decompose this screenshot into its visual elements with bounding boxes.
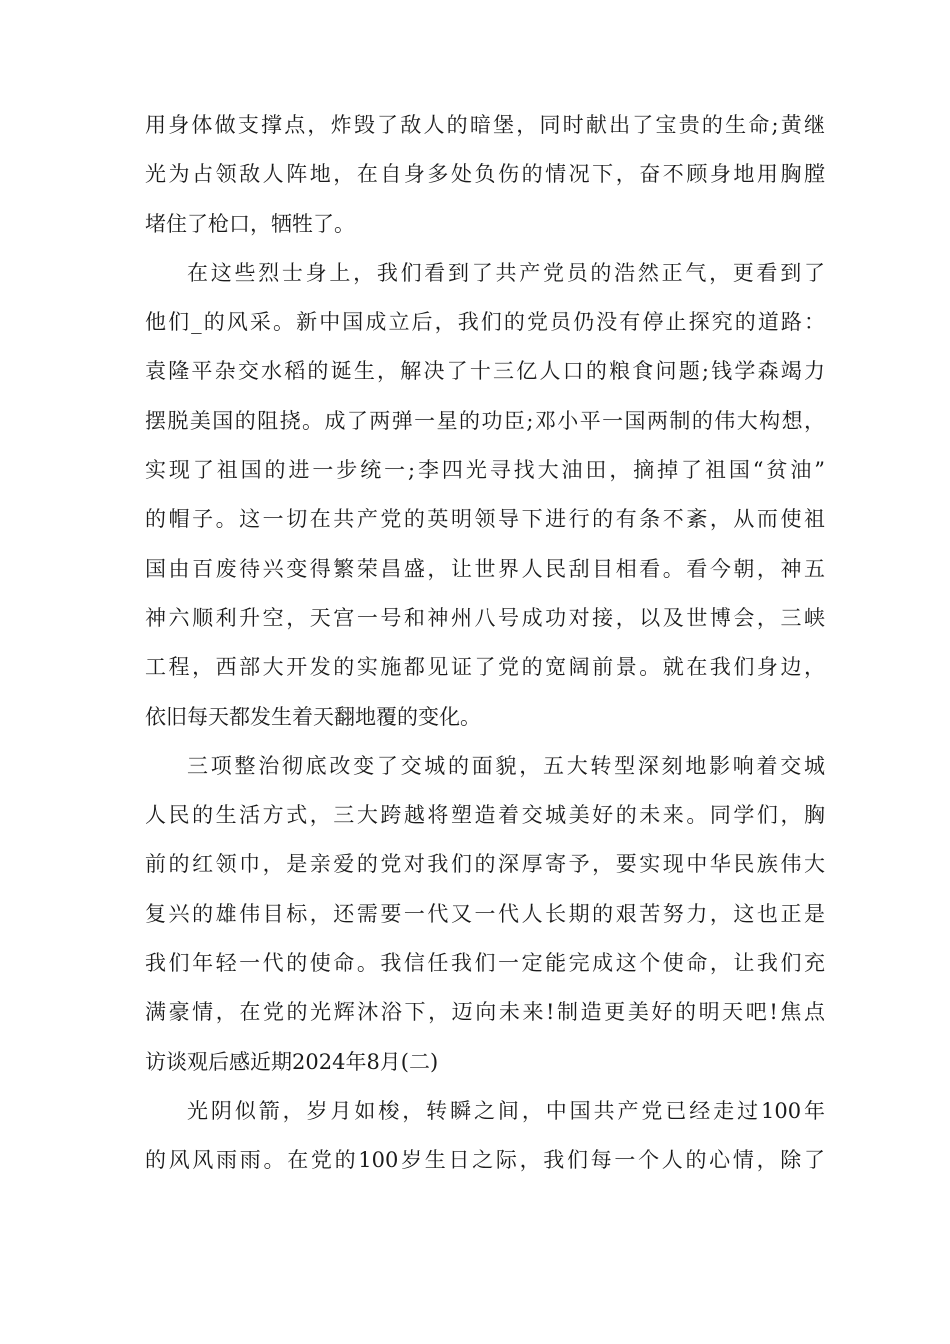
text-line: 用身体做支撑点，炸毁了敌人的暗堡，同时献出了宝贵的生命;黄继	[145, 113, 825, 137]
text-line: 复兴的雄伟目标，还需要一代又一代人长期的艰苦努力，这也正是	[145, 901, 825, 926]
text-line: 满豪情，在党的光辉沐浴下，迈向未来!制造更美好的明天吧!焦点	[145, 1000, 825, 1025]
text-line: 光为占领敌人阵地，在自身多处负伤的情况下，奋不顾身地用胸膛	[145, 162, 825, 187]
text-line: 摆脱美国的阻挠。成了两弹一星的功臣;邓小平一国两制的伟大构想，	[145, 408, 825, 433]
text-line: 我们年轻一代的使命。我信任我们一定能完成这个使命，让我们充	[145, 951, 825, 976]
text-line: 访谈观后感近期2024年8月(二)	[145, 1049, 439, 1074]
text-line: 堵住了枪口，牺牲了。	[145, 211, 355, 236]
text-line: 光阴似箭，岁月如梭，转瞬之间，中国共产党已经走过100年	[187, 1098, 825, 1123]
text-line: 神六顺利升空，天宫一号和神州八号成功对接，以及世博会，三峡	[145, 605, 825, 630]
text-line: 的风风雨雨。在党的100岁生日之际，我们每一个人的心情，除了	[145, 1148, 825, 1173]
text-line: 的帽子。这一切在共产党的英明领导下进行的有条不紊，从而使祖	[145, 507, 825, 532]
text-line: 国由百废待兴变得繁荣昌盛，让世界人民刮目相看。看今朝，神五	[145, 556, 825, 581]
document-body	[145, 101, 825, 1186]
text-line: 在这些烈士身上，我们看到了共产党员的浩然正气，更看到了	[187, 260, 825, 285]
text-line: 他们_的风采。新中国成立后，我们的党员仍没有停止探究的道路：	[145, 310, 825, 335]
text-line: 人民的生活方式，三大跨越将塑造着交城美好的未来。同学们，胸	[145, 803, 825, 828]
text-line: 工程，西部大开发的实施都见证了党的宽阔前景。就在我们身边，	[145, 655, 825, 680]
text-line: 实现了祖国的进一步统一;李四光寻找大油田，摘掉了祖国“贫油”	[145, 458, 825, 483]
text-line: 前的红领巾，是亲爱的党对我们的深厚寄予，要实现中华民族伟大	[145, 852, 825, 877]
text-line: 袁隆平杂交水稻的诞生，解决了十三亿人口的粮食问题;钱学森竭力	[145, 359, 825, 384]
text-line: 三项整治彻底改变了交城的面貌，五大转型深刻地影响着交城	[187, 753, 825, 778]
text-line: 依旧每天都发生着天翻地覆的变化。	[145, 704, 481, 729]
